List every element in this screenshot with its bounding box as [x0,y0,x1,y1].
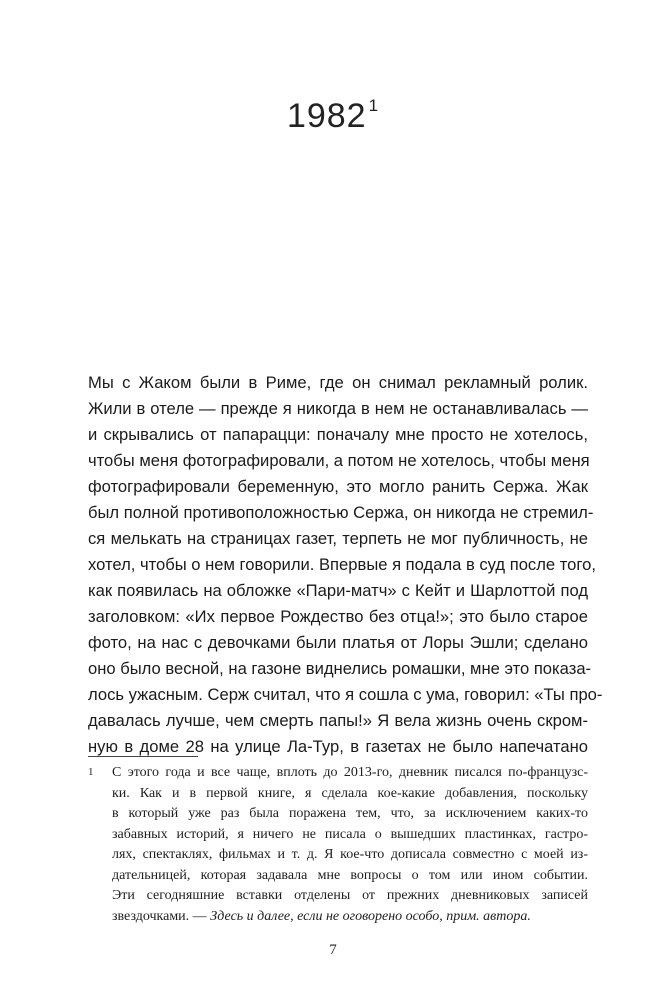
text-line: давалась лучше, чем смерть папы!» Я вела жизнь очень скром- [88,711,588,730]
footnote-author-note: Здесь и далее, если не оговорено особо, прим. автора. [210,908,531,924]
text-line: фотографировали беременную, это могло ранить Сержа. Жак [88,477,588,496]
footnote-marker: 1 [88,766,94,778]
footnote-divider [88,756,198,757]
footnote-reference: 1 [368,96,380,115]
text-line: хотел, чтобы о нем говорили. Впервые я подала в суд после того, [88,555,596,574]
text-line: чтобы меня фотографировали, а потом не хотелось, чтобы меня [88,451,590,470]
footnote-text [112,763,588,927]
footnote-line: дательницей, которая задавала мне вопросы о том или ином событии. [112,867,588,883]
text-line: был полной противоположностью Сержа, он никогда не стремил- [88,503,594,522]
chapter-heading [0,96,666,136]
footnote-line: забавных историй, я ничего не писала о вышедших пластинках, гастро- [112,826,588,842]
text-line: заголовком: «Их первое Рождество без отца!»; это было старое [88,607,588,626]
footnote-line: ки. Как и в первой книге, я сделала кое-какие добавления, поскольку [112,785,588,801]
text-line: оно было весной, на газоне виднелись ромашки, мне это показа- [88,659,592,678]
footnote-last-line [112,907,588,928]
text-line: как появилась на обложке «Пари-матч» с Кейт и Шарлоттой под [88,581,588,600]
footnote-line: С этого года и все чаще, вплоть до 2013-го, дневник писался по-французс- [112,765,588,780]
text-line: и скрывались от папарацци: поначалу мне просто не хотелось, [88,425,588,444]
footnote-last-line-regular: звездочками. — [112,908,211,924]
main-text [88,370,603,760]
text-line: лось ужасным. Серж считал, что я сошла с ума, говорил: «Ты про- [88,685,603,704]
text-line: Жили в отеле — прежде я никогда в нем не останавливалась — [88,399,588,418]
page-number: 7 [329,942,337,958]
footnote-line: в который уже раз была поражена тем, что, за исключением каких-то [112,806,588,821]
text-line: ную в доме 28 на улице Ла-Тур, в газетах не было напечатано [88,737,588,756]
text-line: Мы с Жаком были в Риме, где он снимал рекламный ролик. [88,373,588,392]
footnote-line: лях, спектаклях, фильмах и т. д. Я кое-что дописала совместно с моей из- [112,847,588,862]
text-line: ся мелькать на страницах газет, терпеть не мог публичность, не [88,529,588,548]
text-line: фото, на нас с девочками были платья от Лоры Эшли; сделано [88,633,588,652]
chapter-title: 1982 [286,97,367,135]
footnote-line: Эти сегодняшние вставки отделены от прежних дневниковых записей [112,888,588,903]
